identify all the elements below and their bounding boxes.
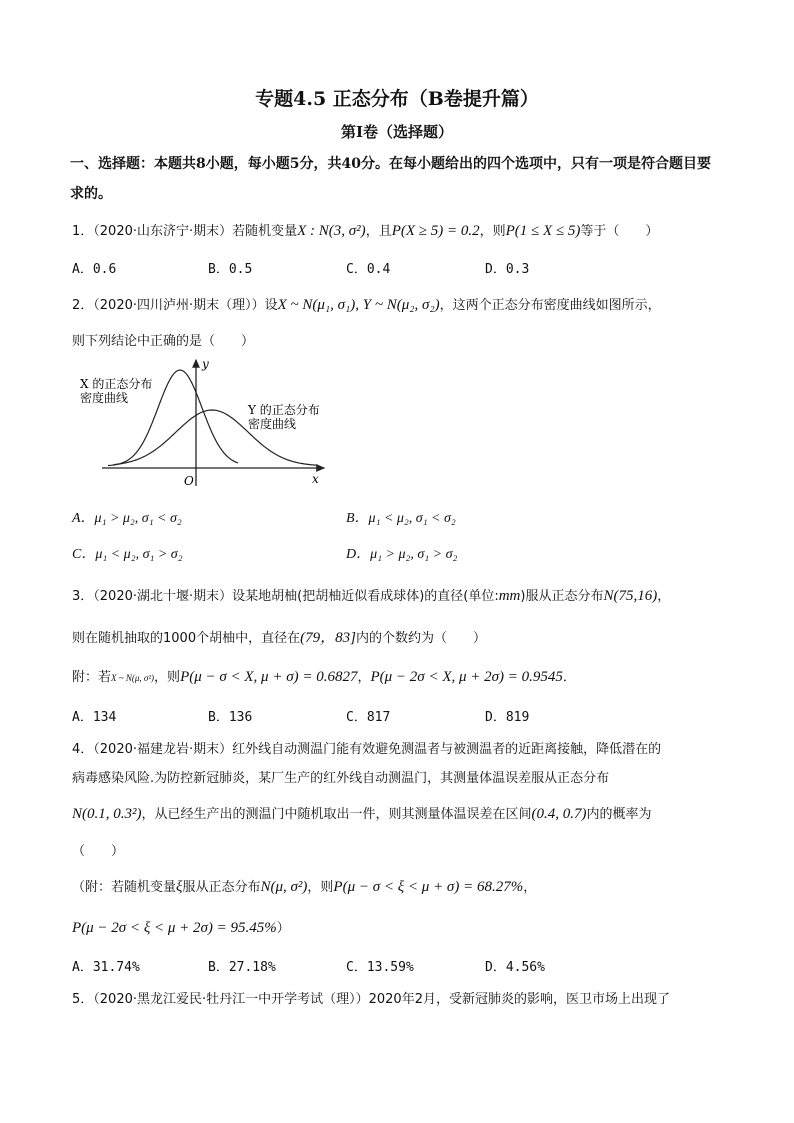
q3-option-a: A．134 [72, 710, 117, 725]
q1-math-3: P(1 ≤ X ≤ 5) [505, 223, 581, 239]
q3-line-2 [72, 626, 486, 647]
q3-unit: mm [498, 588, 521, 604]
q4-note-1d: ， [523, 880, 537, 895]
q4-note-1-math-3: P(μ − σ < ξ < μ + σ) = 68.27% [333, 879, 524, 895]
q4-note-2 [72, 917, 290, 937]
normal-distribution-figure [72, 352, 342, 492]
question-1 [72, 220, 658, 240]
q4-option-a: A．31.74% [72, 960, 140, 975]
q1-option-a: A．0.6 [72, 262, 117, 277]
q2-math-1: X ~ N(μ₁, σ₁), Y ~ N(μ₂, σ₂) [277, 297, 440, 313]
q1-source: 1．（2020·山东济宁·期末）若随机变量 [72, 224, 298, 239]
q4-math-1: N(0.1, 0.3²) [72, 806, 142, 822]
q1-text-4: 等于（ ） [580, 224, 659, 239]
q2-option-d: D．μ₁ > μ₂, σ₁ > σ₂ [346, 547, 458, 562]
q4-line-2: 病毒感染风险.为防控新冠肺炎，某厂生产的红外线自动测温门，其测量体温误差服从正态分布 [72, 771, 610, 786]
x-curve-label-2: 密度曲线 [80, 391, 129, 405]
x-curve-label-1: X 的正态分布 [80, 377, 153, 391]
q3-interval: (79，83] [300, 630, 356, 646]
q3-note [72, 666, 576, 686]
q3-source: 3．（2020·湖北十堰·期末）设某地胡柚(把胡柚近似看成球体)的直径(单位: [72, 589, 499, 604]
section-subtitle: 第Ⅰ卷（选择题） [340, 123, 454, 141]
q3-text-2: )服从正态分布 [520, 589, 604, 604]
q1-option-b: B．0.5 [208, 262, 253, 277]
q1-option-d: D．0.3 [485, 262, 530, 277]
q3-note-end: ． [562, 670, 576, 685]
instructions-line-1: 一、选择题：本题共8小题，每小题5分，共40分。在每小题给出的四个选项中，只有一项是符合题目要 [70, 156, 711, 172]
q4-option-b: B．27.18% [208, 960, 276, 975]
q4-option-c: C．13.59% [346, 960, 414, 975]
question-2 [72, 294, 661, 314]
y-axis-label: y [202, 357, 209, 371]
q5-line-1: 5．（2020·黑龙江爱民·牡丹江一中开学考试（理））2020年2月，受新冠肺炎的影响，医卫市场上出现了 [72, 992, 670, 1007]
q3-line-2b: 内的个数约为（ ） [355, 631, 486, 646]
q3-note-text: ，则 [154, 670, 181, 685]
q1-option-c: C．0.4 [346, 262, 391, 277]
q4-line-3-text: ，从已经生产出的测温门中随机取出一件，则其测量体温误差在区间 [141, 807, 532, 822]
q3-note-small: X ~ N(μ, σ²) [111, 673, 155, 683]
q4-note-1-xi: ξ [176, 879, 183, 895]
q4-line-1: 4．（2020·福建龙岩·期末）红外线自动测温门能有效避免测温者与被测温者的近距离接触，降低潜在的 [72, 742, 662, 757]
q4-note-1a: （附：若随机变量 [72, 880, 177, 895]
q3-option-b: B．136 [208, 710, 253, 725]
page-title: 专题4.5 正态分布（B卷提升篇） [255, 88, 539, 110]
q4-line-3b: 内的概率为 [586, 807, 652, 822]
q2-line-2: 则下列结论中正确的是（ ） [72, 334, 255, 349]
q2-option-b: B．μ₁ < μ₂, σ₁ < σ₂ [346, 511, 456, 526]
q4-note-1b: 服从正态分布 [182, 880, 261, 895]
q2-option-a: A．μ₁ > μ₂, σ₁ < σ₂ [72, 511, 182, 526]
instructions-line-2: 求的。 [70, 186, 112, 202]
q3-text-3: ， [657, 589, 671, 604]
q3-note-math-2: P(μ − 2σ < X, μ + 2σ) = 0.9545 [370, 669, 563, 685]
q4-note-2-math: P(μ − 2σ < ξ < μ + 2σ) = 95.45% [72, 920, 277, 936]
q3-line-2a: 则在随机抽取的1000个胡柚中，直径在 [72, 631, 301, 646]
q1-math-1: X : N(3, σ²) [297, 223, 366, 239]
q1-text-2: ，且 [365, 224, 392, 239]
q3-note-math-1: P(μ − σ < X, μ + σ) = 0.6827 [180, 669, 358, 685]
q2-text-2: ，这两个正态分布密度曲线如图所示， [439, 298, 661, 313]
q4-note-1-math-2: N(μ, σ²) [260, 879, 308, 895]
question-3 [72, 585, 670, 605]
q4-option-d: D．4.56% [485, 960, 545, 975]
q2-source: 2．（2020·四川泸州·期末（理））设 [72, 298, 278, 313]
x-axis-label: x [312, 472, 319, 486]
q4-line-4: （ ） [72, 844, 125, 859]
q2-option-c: C．μ₁ < μ₂, σ₁ > σ₂ [72, 547, 183, 562]
q3-option-c: C．817 [346, 710, 391, 725]
q3-math-1: N(75,16) [603, 588, 658, 604]
q4-math-2: (0.4, 0.7) [531, 806, 587, 822]
q4-note-2-end: ） [276, 921, 290, 936]
y-curve-label-1: Y 的正态分布 [248, 403, 320, 417]
q3-note-sep: ， [357, 670, 371, 685]
q4-line-3 [72, 803, 652, 823]
q1-text-3: ，则 [479, 224, 506, 239]
q3-option-d: D．819 [485, 710, 530, 725]
origin-label: O [184, 474, 194, 488]
q4-note-1c: ，则 [307, 880, 334, 895]
q3-note-prefix: 附：若 [72, 670, 112, 685]
q4-note-1 [72, 876, 536, 896]
y-curve-label-2: 密度曲线 [248, 417, 297, 431]
q1-math-2: P(X ≥ 5) = 0.2 [391, 223, 480, 239]
